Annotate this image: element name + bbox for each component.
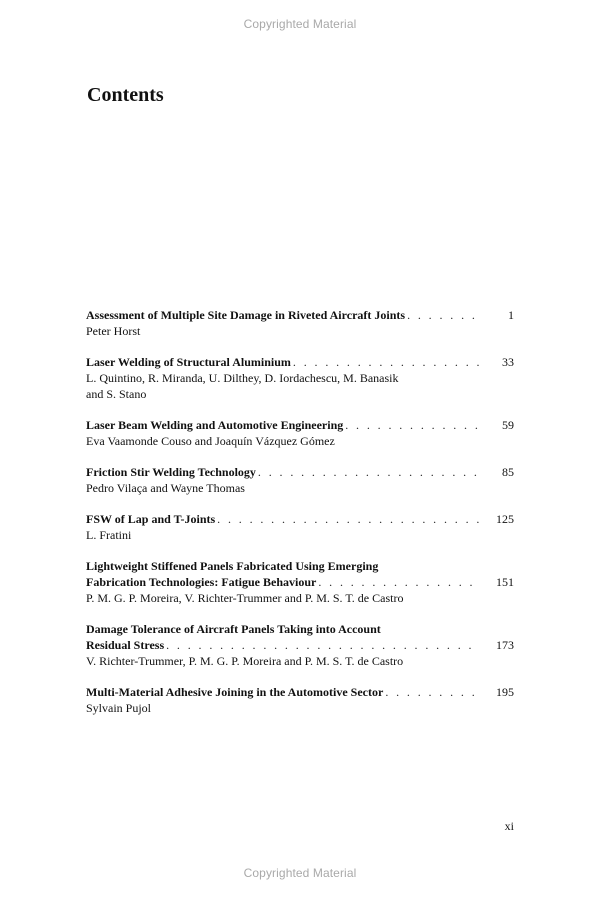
toc-entry-title: Lightweight Stiffened Panels Fabricated Using Emerging <box>86 559 379 573</box>
toc-entry-authors: Eva Vaamonde Couso and Joaquín Vázquez Gómez <box>86 434 335 448</box>
toc-entry-title-line <box>86 464 514 480</box>
toc-entry[interactable] <box>86 621 514 669</box>
toc-entry-authors: Pedro Vilaça and Wayne Thomas <box>86 481 245 495</box>
toc-entry-title-line <box>86 637 514 653</box>
page-title: Contents <box>87 84 164 106</box>
toc-entry-title: Damage Tolerance of Aircraft Panels Taking into Account <box>86 622 381 636</box>
toc-entry-title-line <box>86 621 514 637</box>
toc-entry-title-line <box>86 354 514 370</box>
dot-leader <box>217 511 480 527</box>
toc-entry[interactable] <box>86 464 514 496</box>
dot-leader <box>166 637 480 653</box>
toc-entry-page-number: 59 <box>502 418 514 432</box>
toc-entry-authors: L. Fratini <box>86 528 132 542</box>
toc-entry-title-line <box>86 511 514 527</box>
dot-leader <box>407 307 480 323</box>
toc-entry-title-line <box>86 574 514 590</box>
copyright-watermark-top: Copyrighted Material <box>243 17 357 31</box>
toc-entry-title: Laser Welding of Structural Aluminium <box>86 355 291 369</box>
toc-entry-title: Friction Stir Welding Technology <box>86 465 256 479</box>
dot-leader <box>385 684 480 700</box>
toc-entry[interactable] <box>86 417 514 449</box>
toc-entry-page-number: 151 <box>496 575 514 589</box>
toc-entry-page-number: 195 <box>496 685 514 699</box>
toc-entry-authors: L. Quintino, R. Miranda, U. Dilthey, D. Iordachescu, M. Banasik <box>86 371 399 385</box>
toc-entry-authors: Peter Horst <box>86 324 141 338</box>
toc-entry-page-number: 125 <box>496 512 514 526</box>
toc-entry-authors: P. M. G. P. Moreira, V. Richter-Trummer and P. M. S. T. de Castro <box>86 591 404 605</box>
toc-entry-title: Residual Stress <box>86 638 165 652</box>
toc-entry-title-line <box>86 417 514 433</box>
page-folio: xi <box>504 819 514 833</box>
dot-leader <box>293 354 480 370</box>
table-of-contents <box>86 307 514 716</box>
copyright-watermark-bottom: Copyrighted Material <box>243 866 357 880</box>
toc-entry[interactable] <box>86 684 514 716</box>
toc-entry-authors: V. Richter-Trummer, P. M. G. P. Moreira and P. M. S. T. de Castro <box>86 654 404 668</box>
toc-entry-authors: and S. Stano <box>86 387 147 401</box>
toc-entry[interactable] <box>86 511 514 543</box>
dot-leader <box>258 464 480 480</box>
toc-entry-page-number: 1 <box>508 308 514 322</box>
dot-leader <box>318 574 480 590</box>
toc-entry-title: Multi-Material Adhesive Joining in the Automotive Sector <box>86 685 384 699</box>
toc-entry-title-line <box>86 558 514 574</box>
toc-entry-page-number: 85 <box>502 465 514 479</box>
toc-entry[interactable] <box>86 558 514 606</box>
toc-entry-title: FSW of Lap and T-Joints <box>86 512 216 526</box>
toc-entry-title-line <box>86 307 514 323</box>
toc-entry-title: Fabrication Technologies: Fatigue Behaviour <box>86 575 317 589</box>
toc-entry-title-line <box>86 684 514 700</box>
toc-entry[interactable] <box>86 354 514 402</box>
toc-entry-page-number: 33 <box>502 355 514 369</box>
dot-leader <box>345 417 480 433</box>
toc-entry[interactable] <box>86 307 514 339</box>
toc-entry-authors: Sylvain Pujol <box>86 701 152 715</box>
toc-entry-title: Laser Beam Welding and Automotive Engineering <box>86 418 344 432</box>
toc-entry-title: Assessment of Multiple Site Damage in Riveted Aircraft Joints <box>86 308 406 322</box>
toc-entry-page-number: 173 <box>496 638 514 652</box>
